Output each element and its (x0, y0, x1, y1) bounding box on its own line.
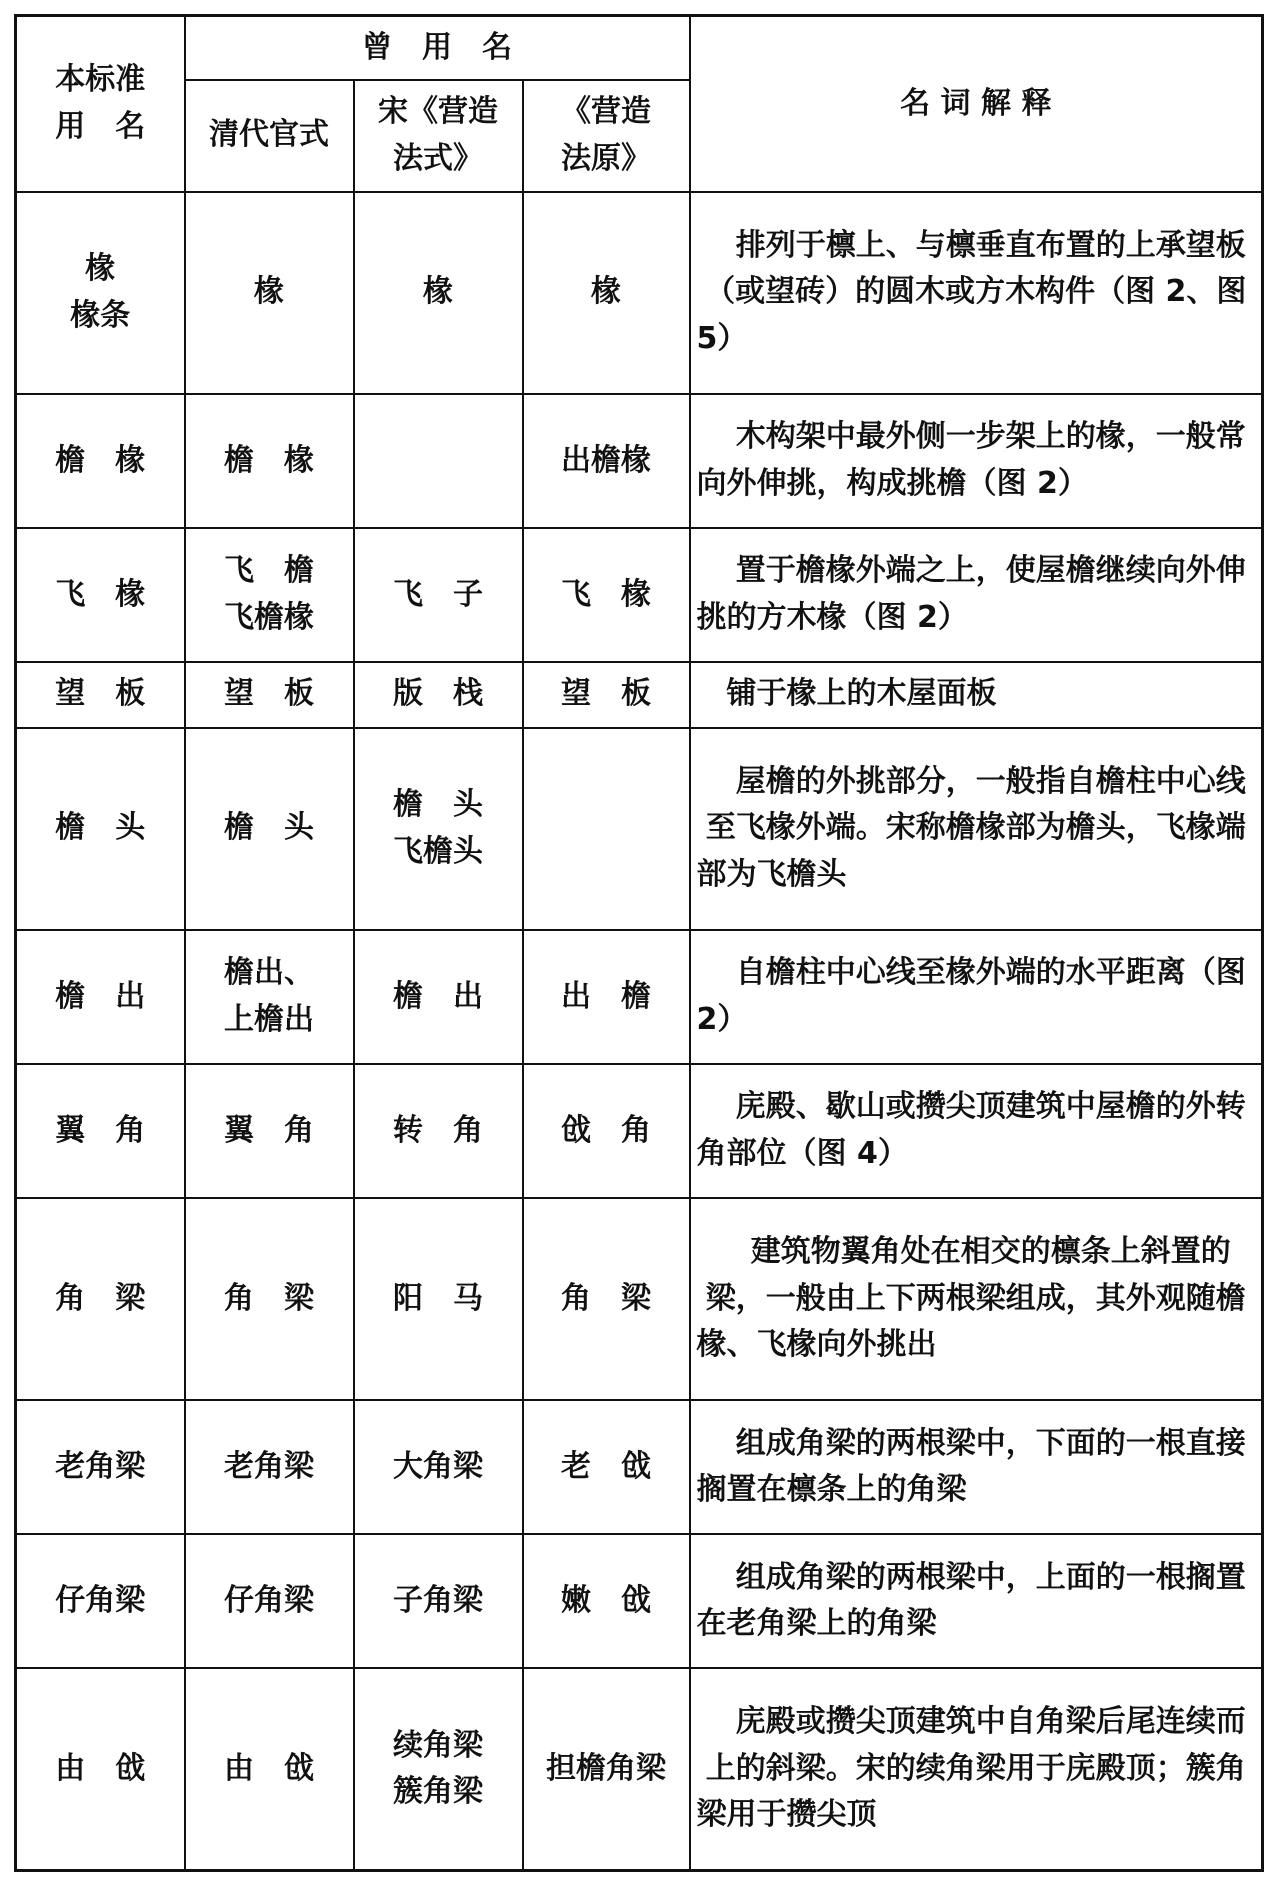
cell-line: 角 梁 (55, 1280, 146, 1316)
cell-fayuan (523, 728, 690, 930)
cell-qing (185, 394, 354, 528)
definition-text: 屋檐的外挑部分，一般指自檐柱中心线至飞椽外端。宋称檐椽部为檐头，飞椽端部为飞檐头 (696, 763, 1246, 892)
cell-line: 大角梁 (393, 1448, 483, 1484)
cell-fayuan (523, 1400, 690, 1534)
table-row (16, 930, 1263, 1064)
cell-fayuan (523, 1064, 690, 1198)
cell-line: 翼 角 (55, 1112, 146, 1148)
cell-qing (185, 1198, 354, 1400)
definition-text: 铺于椽上的木屋面板 (726, 676, 997, 712)
cell-fayuan (523, 394, 690, 528)
cell-fayuan (523, 192, 690, 394)
cell-std (16, 930, 185, 1064)
cell-song (354, 930, 523, 1064)
cell-line: 上檐出 (224, 1001, 314, 1037)
cell-fayuan (523, 662, 690, 728)
cell-qing (185, 1064, 354, 1198)
cell-line: 椽 (85, 251, 116, 287)
cell-song (354, 1534, 523, 1668)
cell-line: 出檐椽 (561, 442, 652, 478)
cell-line: 出 檐 (561, 978, 652, 1014)
cell-qing (185, 1668, 354, 1870)
cell-line: 担檐角梁 (546, 1750, 667, 1786)
header-song: 宋《营造 法式》 (354, 80, 523, 192)
cell-std (16, 662, 185, 728)
cell-line: 檐 椽 (224, 442, 314, 478)
cell-line: 仔角梁 (55, 1582, 146, 1618)
cell-std (16, 192, 185, 394)
header-definition: 名 词 解 释 (690, 16, 1263, 192)
table-row (16, 394, 1263, 528)
cell-definition (690, 192, 1263, 394)
cell-std (16, 528, 185, 662)
table-row (16, 1668, 1263, 1870)
cell-line: 转 角 (393, 1112, 483, 1148)
table-row (16, 1534, 1263, 1668)
cell-std (16, 1668, 185, 1870)
definition-text: 庑殿或攒尖顶建筑中自角梁后尾连续而上的斜梁。宋的续角梁用于庑殿顶；簇角梁用于攒尖顶 (696, 1704, 1246, 1833)
table-row (16, 662, 1263, 728)
header-row-top (16, 16, 1263, 80)
cell-line: 老角梁 (224, 1448, 314, 1484)
cell-line: 飞檐椽 (224, 599, 314, 635)
cell-song (354, 394, 523, 528)
cell-line: 版 栈 (393, 676, 483, 712)
cell-std (16, 1064, 185, 1198)
cell-line: 望 板 (55, 676, 146, 712)
cell-line: 翼 角 (224, 1112, 314, 1148)
table-row (16, 1198, 1263, 1400)
cell-std (16, 1400, 185, 1534)
cell-line: 老 戗 (561, 1448, 652, 1484)
cell-line: 檐 出 (55, 978, 146, 1014)
cell-song (354, 528, 523, 662)
cell-fayuan (523, 1198, 690, 1400)
cell-std (16, 1198, 185, 1400)
cell-line: 角 梁 (224, 1280, 314, 1316)
definition-text: 置于檐椽外端之上，使屋檐继续向外伸挑的方木椽（图 2） (696, 553, 1246, 635)
cell-line: 椽 (423, 274, 453, 310)
cell-line: 檐出、 (224, 955, 314, 991)
cell-definition (690, 1668, 1263, 1870)
cell-line: 子角梁 (393, 1582, 483, 1618)
cell-line: 戗 角 (561, 1112, 652, 1148)
cell-song (354, 192, 523, 394)
cell-qing (185, 1400, 354, 1534)
cell-fayuan (523, 1668, 690, 1870)
header-qing: 清代官式 (185, 80, 354, 192)
cell-qing (185, 930, 354, 1064)
header-fayuan: 《营造 法原》 (523, 80, 690, 192)
cell-std (16, 1534, 185, 1668)
cell-line: 嫩 戗 (561, 1582, 652, 1618)
cell-definition (690, 528, 1263, 662)
cell-line: 檐 头 (55, 810, 146, 846)
table-row (16, 728, 1263, 930)
table-row (16, 192, 1263, 394)
cell-line: 望 板 (561, 676, 652, 712)
cell-song (354, 1064, 523, 1198)
cell-line: 檐 头 (393, 787, 483, 823)
table-row (16, 1400, 1263, 1534)
cell-line: 檐 椽 (55, 442, 146, 478)
cell-qing (185, 728, 354, 930)
cell-definition (690, 394, 1263, 528)
cell-line: 飞檐头 (393, 833, 483, 869)
cell-std (16, 728, 185, 930)
table-row (16, 528, 1263, 662)
cell-line: 檐 头 (224, 810, 314, 846)
cell-line: 续角梁 (393, 1727, 483, 1763)
cell-line: 阳 马 (393, 1280, 483, 1316)
header-standard-name: 本标准 用 名 (16, 16, 185, 192)
definition-text: 组成角梁的两根梁中，上面的一根搁置在老角梁上的角梁 (696, 1559, 1246, 1642)
definition-text: 建筑物翼角处在相交的檩条上斜置的梁，一般由上下两根梁组成，其外观随檐椽、飞椽向外挑出 (696, 1234, 1246, 1363)
cell-line: 角 梁 (561, 1280, 652, 1316)
cell-song (354, 1400, 523, 1534)
cell-line: 椽 (254, 274, 284, 310)
cell-line: 由 戗 (55, 1750, 146, 1786)
terminology-table (14, 14, 1264, 1872)
table-body (16, 192, 1263, 1871)
cell-definition (690, 930, 1263, 1064)
cell-line: 飞 檐 (224, 553, 314, 589)
cell-line: 簇角梁 (393, 1774, 483, 1810)
cell-song (354, 1668, 523, 1870)
cell-line: 檐 出 (393, 978, 483, 1014)
cell-qing (185, 192, 354, 394)
cell-std (16, 394, 185, 528)
cell-line: 飞 子 (393, 576, 483, 612)
definition-text: 排列于檩上、与檩垂直布置的上承望板（或望砖）的圆木或方木构件（图 2、图 5） (696, 227, 1247, 356)
cell-line: 由 戗 (224, 1750, 314, 1786)
cell-definition (690, 1400, 1263, 1534)
cell-line: 飞 椽 (561, 576, 652, 612)
cell-line: 仔角梁 (224, 1582, 314, 1618)
cell-line: 椽条 (70, 297, 131, 333)
cell-definition (690, 1064, 1263, 1198)
cell-song (354, 728, 523, 930)
cell-qing (185, 528, 354, 662)
header-former-names: 曾 用 名 (185, 16, 690, 80)
cell-line: 椽 (591, 274, 622, 310)
cell-fayuan (523, 528, 690, 662)
cell-line: 飞 椽 (55, 576, 146, 612)
cell-fayuan (523, 930, 690, 1064)
cell-definition (690, 1534, 1263, 1668)
cell-line: 望 板 (224, 676, 314, 712)
definition-text: 自檐柱中心线至椽外端的水平距离（图 2） (696, 955, 1246, 1037)
cell-song (354, 1198, 523, 1400)
cell-qing (185, 662, 354, 728)
cell-song (354, 662, 523, 728)
definition-text: 组成角梁的两根梁中，下面的一根直接搁置在檩条上的角梁 (696, 1425, 1246, 1508)
table-row (16, 1064, 1263, 1198)
cell-definition (690, 728, 1263, 930)
cell-qing (185, 1534, 354, 1668)
cell-fayuan (523, 1534, 690, 1668)
definition-text: 庑殿、歇山或攒尖顶建筑中屋檐的外转角部位（图 4） (696, 1089, 1246, 1171)
cell-definition (690, 662, 1263, 728)
definition-text: 木构架中最外侧一步架上的椽，一般常向外伸挑，构成挑檐（图 2） (696, 419, 1246, 501)
cell-line: 老角梁 (55, 1448, 146, 1484)
cell-definition (690, 1198, 1263, 1400)
